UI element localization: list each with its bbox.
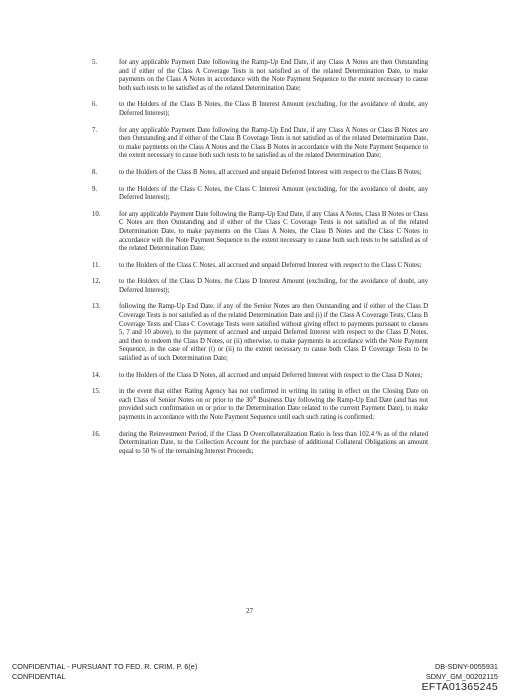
item-text: to the Holders of the Class B Notes, all accrued and unpaid Deferred Interest with respect to the Class B Notes; [119, 168, 422, 176]
item-text: during the Reinvestment Period, if the Class D Overcollateralization Ratio is less than 102.4 % as of the related Determination Date, to the Collection Account for the purchase of additional Collateral Obligations an amount equal to 50 % of the remaining Interest Proceeds; [119, 430, 428, 455]
confidentiality-notice: CONFIDENTIAL - PURSUANT TO FED. R. CRIM. P. 6(e) [12, 662, 198, 671]
item-text: for any applicable Payment Date following the Ramp-Up End Date, if any Class A Notes are then Outstanding and if either of the Class A Coverage Tests is not satisfied as of the related Determination Date, to make payments on the Class A Notes in accordance with the Note Payment Sequence to the extent necessary to cause both such tests to be satisfied as of the related Determination Date; [119, 59, 428, 92]
list-item [92, 278, 428, 295]
bates-number: EFTA01365245 [421, 681, 498, 693]
item-text: to the Holders of the Class D Notes, all accrued and unpaid Deferred Interest with respect to the Class D Notes; [119, 371, 423, 379]
item-number: 11. [92, 261, 101, 269]
item-number: 16. [92, 430, 101, 438]
item-text: to the Holders of the Class D Notes, the Class D Interest Amount (excluding, for the avoidance of doubt, any Deferred Interest); [119, 278, 428, 294]
item-text [119, 388, 428, 422]
item-number: 8. [92, 168, 98, 176]
document-ids [422, 662, 498, 693]
item-text: for any applicable Payment Date following the Ramp-Up End Date, if any Class A Notes or Class B Notes are then Outstanding and if either of the Class B Coverage Tests is not satisfied as of the related Determination Date, to make payments on the Class A Notes and the Class B Notes in accordance with the Note Payment Sequence to the extent necessary to cause both such tests to be satisfied as of the related Determination Date; [119, 126, 428, 160]
item-text-before: in the event that either Rating Agency has not confirmed in writing its rating in effect on the Closing Date on each Class of Senior Notes on or prior to the 30 [119, 388, 428, 404]
list-item [92, 59, 428, 93]
list-item [92, 169, 428, 178]
item-text-after: Business Day following the Ramp-Up End Date (and has not provided such confirmation on or prior to the Determination Date related to the current Payment Date), to make payments in accordance with the Note Payment Sequence until each such rating is confirmed; [119, 396, 428, 421]
list-item [92, 262, 428, 271]
item-text: to the Holders of the Class B Notes, the Class B Interest Amount (excluding, for the avoidance of doubt, any Deferred Interest); [119, 101, 428, 117]
item-number: 14. [92, 371, 101, 379]
item-text: following the Ramp-Up End Date, if any of the Senior Notes are then Outstanding and if either of the Class D Coverage Tests is not satisfied as of the related Determination Date and (i) if the Class A Coverage Tests, Class B Coverage Tests and Class C Coverage Tests were satisfied without giving effect to payments pursuant to clauses 5, 7 and 10 above), to the payment of accrued and unpaid Deferred Interest with respect to the Class D Notes, and then to redeem the Class D Notes, or (ii) otherwise, to make payments in accordance with the Note Payment Sequence, in the case of either (i) or (ii) to the extent necessary to cause both Class D Coverage Tests to be satisfied as of such Determination Date; [119, 303, 428, 363]
list-item [92, 186, 428, 203]
list-item [92, 372, 428, 381]
item-number: 12. [92, 278, 101, 286]
db-document-id: DB-SDNY-0055931 [434, 662, 498, 671]
item-number: 13. [92, 303, 101, 311]
confidentiality-footer [12, 662, 197, 681]
confidential-label: CONFIDENTIAL [12, 671, 66, 681]
item-number: 6. [92, 101, 98, 109]
item-text: to the Holders of the Class C Notes, all accrued and unpaid Deferred Interest with respect to the Class C Notes; [119, 261, 422, 269]
payment-priority-list [92, 59, 428, 464]
ordinal-suffix: th [252, 394, 257, 400]
list-item [92, 431, 428, 457]
item-number: 9. [92, 185, 98, 193]
item-number: 10. [92, 210, 101, 218]
list-item [92, 101, 428, 118]
page-number: 27 [246, 607, 253, 615]
list-item [92, 211, 428, 254]
list-item [92, 303, 428, 363]
list-item [92, 127, 428, 161]
item-number: 15. [92, 388, 101, 396]
item-text: to the Holders of the Class C Notes, the Class C Interest Amount (excluding, for the avoidance of doubt, any Deferred Interest); [119, 185, 428, 202]
item-text: for any applicable Payment Date following the Ramp-Up End Date, if any Class A Notes, Class B Notes or Class C Notes are then Outstanding and if either of the Class C Coverage Tests is not satisfied as of the related Determination Date, to make payments on the Class A Notes, the Class B Notes and the Class C Notes in accordance with the Note Payment Sequence to the extent necessary to cause both such tests to be satisfied as of the related Determination Date; [119, 210, 428, 253]
item-number: 7. [92, 126, 98, 134]
list-item [92, 388, 428, 422]
sdny-document-id: SDNY_GM_00202115 [425, 671, 498, 681]
item-number: 5. [92, 59, 98, 66]
